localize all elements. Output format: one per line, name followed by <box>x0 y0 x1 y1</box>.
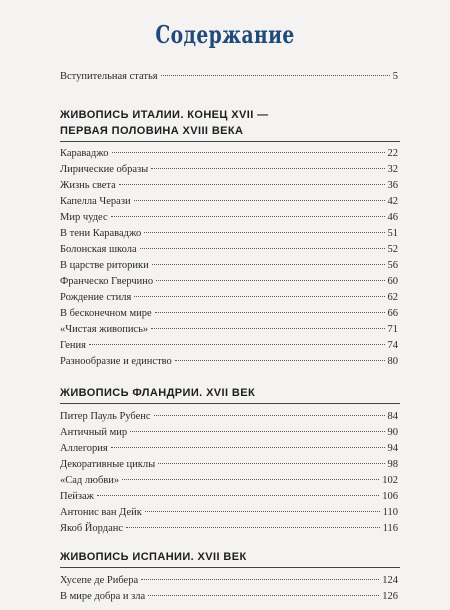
toc-entry <box>60 522 398 536</box>
toc-entry-label: Лирические образы <box>60 164 149 175</box>
toc-entry-page: 74 <box>387 340 398 351</box>
toc-entry <box>60 355 398 369</box>
section-heading-spain: ЖИВОПИСЬ ИСПАНИИ. XVII ВЕК <box>60 551 247 563</box>
dot-leader <box>119 184 385 185</box>
dot-leader <box>89 344 385 345</box>
toc-entry-page: 52 <box>387 244 398 255</box>
dot-leader <box>122 479 379 480</box>
toc-entry-page: 126 <box>382 591 398 602</box>
toc-entry-page: 66 <box>387 308 398 319</box>
dot-leader <box>144 232 384 233</box>
toc-entry <box>60 590 398 604</box>
toc-entry-label: Франческо Гверчино <box>60 276 154 287</box>
toc-entry-page: 71 <box>387 324 398 335</box>
toc-entry <box>60 339 398 353</box>
dot-leader <box>154 415 385 416</box>
toc-entry-label: Хусепе де Рибера <box>60 575 139 586</box>
toc-entry <box>60 291 398 305</box>
page-title: Содержание <box>155 20 295 49</box>
toc-entry <box>60 323 398 337</box>
toc-entry-page: 94 <box>387 443 398 454</box>
toc-entry-label: Вступительная статья <box>60 71 158 82</box>
toc-entry <box>60 490 398 504</box>
toc-entry-page: 116 <box>382 523 398 534</box>
toc-entry-intro <box>60 70 398 84</box>
dot-leader <box>155 312 385 313</box>
toc-entry <box>60 259 398 273</box>
section-heading-flanders: ЖИВОПИСЬ ФЛАНДРИИ. XVII ВЕК <box>60 387 256 399</box>
dot-leader <box>175 360 385 361</box>
toc-entry-page: 56 <box>387 260 398 271</box>
dot-leader <box>151 168 384 169</box>
toc-entry-label: Капелла Черази <box>60 196 131 207</box>
toc-entry-label: «Сад любви» <box>60 475 120 486</box>
toc-entry-page: 42 <box>387 196 398 207</box>
dot-leader <box>140 248 385 249</box>
dot-leader <box>111 447 385 448</box>
toc-entry <box>60 574 398 588</box>
dot-leader <box>145 511 380 512</box>
dot-leader <box>111 216 385 217</box>
toc-entry <box>60 275 398 289</box>
toc-entry-page: 22 <box>387 148 398 159</box>
toc-entry-page: 60 <box>387 276 398 287</box>
toc-entry-page: 36 <box>387 180 398 191</box>
dot-leader <box>156 280 384 281</box>
toc-entry-page: 62 <box>387 292 398 303</box>
toc-entry-label: Аллегория <box>60 443 108 454</box>
dot-leader <box>134 200 385 201</box>
toc-entry <box>60 410 398 424</box>
toc-entry-label: Декоративные циклы <box>60 459 156 470</box>
toc-entry-page: 110 <box>382 507 398 518</box>
toc-entry-page: 5 <box>392 71 398 82</box>
toc-entry-label: Мир чудес <box>60 212 108 223</box>
toc-entry-label: В бесконечном мире <box>60 308 152 319</box>
toc-entry-page: 80 <box>387 356 398 367</box>
dot-leader <box>148 595 379 596</box>
toc-entry-label: Разнообразие и единство <box>60 356 172 367</box>
dot-leader <box>97 495 379 496</box>
section-heading-italy-line-2: ПЕРВАЯ ПОЛОВИНА XVIII ВЕКА <box>60 125 244 137</box>
toc-entry-page: 90 <box>387 427 398 438</box>
toc-entry-label: Жизнь света <box>60 180 116 191</box>
toc-entry-page: 32 <box>387 164 398 175</box>
toc-entry-label: Пейзаж <box>60 491 94 502</box>
toc-entry <box>60 474 398 488</box>
toc-entry-label: В тени Караваджо <box>60 228 142 239</box>
toc-entry-page: 106 <box>382 491 398 502</box>
toc-entry <box>60 307 398 321</box>
toc-entry-label: Антонис ван Дейк <box>60 507 142 518</box>
toc-entry-label: Рождение стиля <box>60 292 132 303</box>
toc-entry <box>60 506 398 520</box>
dot-leader <box>152 264 385 265</box>
toc-entry <box>60 227 398 241</box>
toc-entry <box>60 195 398 209</box>
toc-entry <box>60 179 398 193</box>
toc-entry-page: 102 <box>382 475 398 486</box>
toc-entry-label: Болонская школа <box>60 244 137 255</box>
toc-entry <box>60 147 398 161</box>
toc-entry <box>60 243 398 257</box>
toc-entry <box>60 442 398 456</box>
toc-entry-page: 84 <box>387 411 398 422</box>
dot-leader <box>134 296 384 297</box>
toc-entry <box>60 211 398 225</box>
toc-entry-page: 46 <box>387 212 398 223</box>
dot-leader <box>130 431 384 432</box>
toc-entry-label: В мире добра и зла <box>60 591 146 602</box>
toc-entry-label: Античный мир <box>60 427 128 438</box>
section-rule <box>60 567 400 568</box>
toc-entry-label: Питер Пауль Рубенс <box>60 411 151 422</box>
dot-leader <box>112 152 385 153</box>
dot-leader <box>161 75 390 76</box>
toc-entry-label: В царстве риторики <box>60 260 149 271</box>
dot-leader <box>151 328 384 329</box>
section-rule <box>60 403 400 404</box>
toc-entry-label: Караваджо <box>60 148 109 159</box>
section-heading-italy-line-1: ЖИВОПИСЬ ИТАЛИИ. КОНЕЦ XVII — <box>60 109 269 121</box>
dot-leader <box>158 463 384 464</box>
toc-entry-label: Гения <box>60 340 86 351</box>
toc-entry <box>60 163 398 177</box>
dot-leader <box>141 579 379 580</box>
toc-entry <box>60 458 398 472</box>
toc-entry-page: 51 <box>387 228 398 239</box>
toc-entry-page: 124 <box>382 575 398 586</box>
toc-entry <box>60 426 398 440</box>
toc-entry-label: «Чистая живопись» <box>60 324 149 335</box>
section-rule <box>60 141 400 142</box>
dot-leader <box>126 527 380 528</box>
toc-entry-label: Якоб Йорданс <box>60 523 124 534</box>
toc-entry-page: 98 <box>387 459 398 470</box>
